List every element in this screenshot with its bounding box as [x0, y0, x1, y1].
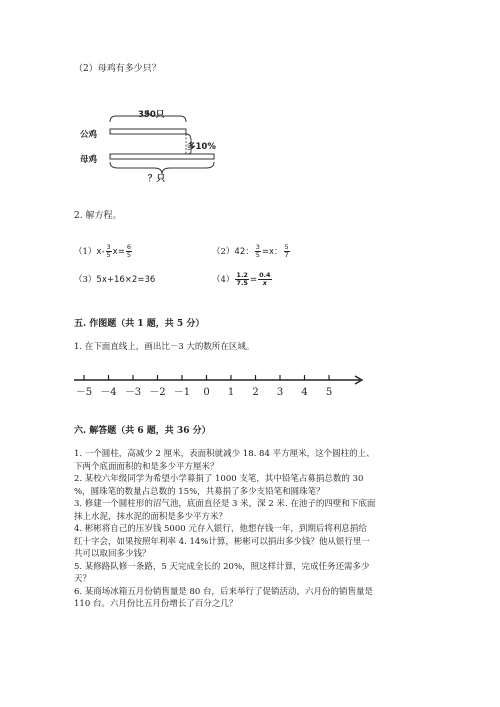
equation-1-index: （1） — [74, 247, 97, 257]
equation-2-index: （2） — [212, 247, 235, 257]
equation-4-frac2-den: x — [262, 279, 267, 287]
equation-2-frac1-num: 3 — [255, 243, 260, 251]
section-6-questions — [74, 448, 434, 611]
equation-1-mid: x= — [112, 247, 125, 257]
more-percent-label: 多10% — [187, 142, 216, 152]
number-line-tick-label: －1 — [173, 387, 191, 398]
equation-4-frac1-den: 7.5 — [236, 279, 248, 287]
number-line-tick-label: －2 — [149, 387, 166, 398]
section-2-title: 2. 解方程。 — [74, 211, 122, 221]
hen-bar — [110, 154, 214, 159]
section-5-title: 五. 作图题（共 1 题，共 5 分） — [74, 319, 205, 329]
equation-3 — [74, 274, 155, 286]
equation-2 — [212, 244, 291, 259]
question-2-title: （2）母鸡有多少只？ — [74, 64, 161, 74]
question-2-line-2: %，圆珠笔的数量占总数的 15%，共募捐了多少支铅笔和圆珠笔？ — [74, 486, 325, 497]
bottom-brace-label: ？只 — [148, 174, 166, 184]
question-5-line-1: 5. 某修路队修一条路，5 天完成全长的 20%，照这样计算，完成任务还需多少 — [74, 561, 370, 572]
question-2-line-1: 2. 某校六年级同学为希望小学募捐了 1000 支笔，其中铅笔占募捐总数的 30 — [74, 474, 364, 484]
question-5-line-2: 天？ — [74, 574, 92, 584]
rooster-label: 公鸡 — [80, 130, 98, 140]
hen-label: 母鸡 — [80, 155, 98, 165]
equation-3-text: 5x+16×2=36 — [96, 275, 156, 285]
question-4-line-1: 4. 彬彬将自己的压岁钱 5000 元存入银行，他想存钱一年，到期后将利息捐给 — [74, 524, 367, 534]
equation-1-frac1-num: 3 — [106, 243, 111, 251]
equation-2-frac2-den: 7 — [284, 251, 289, 259]
section-5-question-1: 1. 在下面直线上，画出比－3 大的数所在区域。 — [74, 342, 255, 352]
number-line-tick-label: －4 — [100, 387, 117, 398]
number-line — [70, 372, 370, 388]
number-line-tick-label: 2 — [252, 387, 259, 398]
question-3-line-2: 抹上水泥，抹水泥的面积是多少平方米？ — [74, 511, 228, 522]
equation-2-lhs: 42： — [234, 247, 254, 257]
equation-2-mid: =x： — [261, 247, 283, 257]
equation-1-frac2-den: 5 — [126, 251, 131, 259]
question-1-line-1: 1. 一个圆柱，高减少 2 厘米，表面积就减少 18. 84 平方厘米，这个圆柱的上、 — [74, 449, 375, 459]
question-1-line-2: 下两个底面面积的和是多少平方厘米？ — [74, 461, 219, 472]
question-6-line-1: 6. 某商场冰箱五月份销售量是 80 台，后来举行了促销活动，六月份的销售量是 — [74, 586, 374, 597]
top-brace-label: 350只 — [138, 110, 165, 120]
number-line-tick-label: 0 — [203, 387, 210, 398]
equation-1-lhs: x- — [96, 247, 105, 257]
equation-2-frac1-den: 5 — [255, 251, 260, 259]
equation-4-eq: = — [249, 275, 258, 285]
question-4-line-2: 红十字会，如果按照年利率 4. 14%计算，彬彬可以捐出多少钱？他从银行里一 — [74, 536, 370, 547]
question-6-line-2: 110 台。六月份比五月份增长了百分之几？ — [74, 599, 238, 609]
number-line-tick-label: 3 — [276, 387, 284, 398]
equation-4-frac2-num: 0.4 — [259, 271, 271, 279]
equation-1-frac1-den: 5 — [106, 251, 111, 259]
equation-4 — [212, 272, 273, 287]
section-6-title: 六. 解答题（共 6 题，共 36 分） — [74, 426, 211, 436]
equation-4-frac1-num: 1.2 — [236, 271, 248, 279]
number-line-tick-label: －5 — [75, 387, 93, 398]
number-line-tick-label: 1 — [227, 387, 235, 398]
question-3-line-1: 3. 修建一个圆柱形的沼气池，底面直径是 3 米，深 2 米. 在池子的四壁和下底面 — [74, 499, 376, 509]
question-4-line-3: 共可以取回多少钱？ — [74, 549, 151, 559]
number-line-tick-label: －3 — [124, 387, 142, 398]
rooster-bar — [110, 129, 186, 134]
number-line-tick-label: 4 — [301, 387, 308, 398]
equation-1 — [74, 244, 133, 259]
number-line-tick-label: 5 — [325, 387, 333, 398]
equation-2-frac2-num: 5 — [284, 243, 289, 251]
equation-3-index: （3） — [74, 275, 97, 285]
equation-4-index: （4） — [212, 275, 235, 285]
equation-1-frac2-num: 6 — [126, 243, 131, 251]
